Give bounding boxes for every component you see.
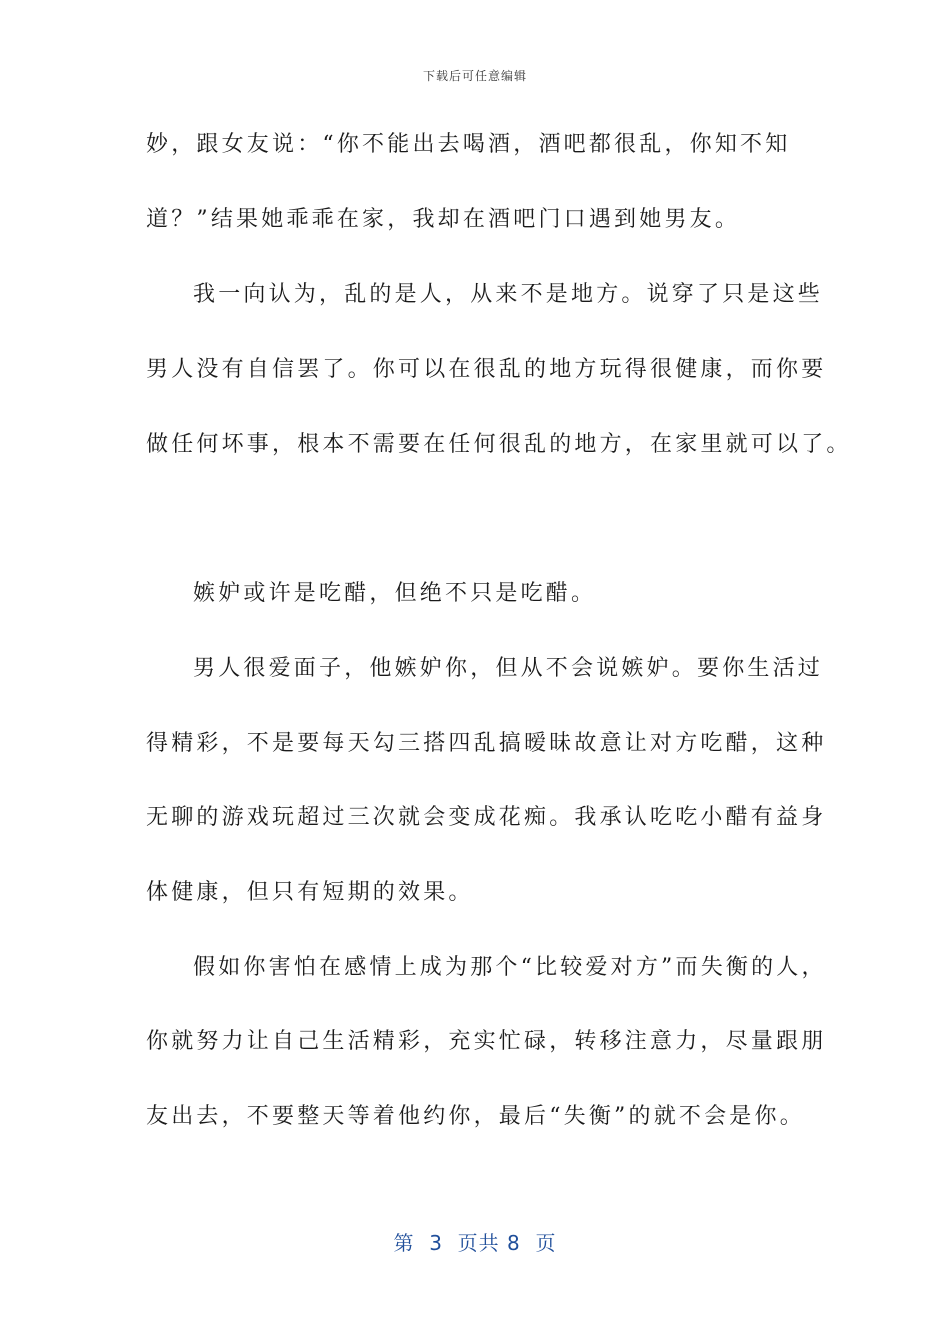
body-line-2: 道？”结果她乖乖在家，我却在酒吧门口遇到她男友。 [146, 207, 741, 232]
page-number-footer: 第 3 页共 8 页 [393, 1231, 557, 1255]
body-line-11: 假如你害怕在感情上成为那个“比较爱对方”而失衡的人， [193, 955, 827, 980]
body-line-9: 无聊的游戏玩超过三次就会变成花痴。我承认吃吃小醋有益身 [146, 805, 827, 830]
body-line-5: 做任何坏事，根本不需要在任何很乱的地方，在家里就可以了。 [146, 432, 852, 457]
body-line-6: 嫉妒或许是吃醋，但绝不只是吃醋。 [193, 581, 597, 606]
body-line-1: 妙，跟女友说：“你不能出去喝酒，酒吧都很乱，你知不知 [146, 132, 791, 157]
page-header: 下载后可任意编辑 [422, 69, 527, 83]
body-line-4: 男人没有自信罢了。你可以在很乱的地方玩得很健康，而你要 [146, 357, 827, 382]
body-line-10: 体健康，但只有短期的效果。 [146, 880, 474, 905]
body-line-8: 得精彩，不是要每天勾三搭四乱搞暧昧故意让对方吃醋，这种 [146, 731, 827, 756]
body-line-7: 男人很爱面子，他嫉妒你，但从不会说嫉妒。要你生活过 [193, 656, 824, 681]
body-line-12: 你就努力让自己生活精彩，充实忙碌，转移注意力，尽量跟朋 [146, 1029, 827, 1054]
body-line-13: 友出去，不要整天等着他约你，最后“失衡”的就不会是你。 [146, 1104, 805, 1129]
body-line-3: 我一向认为，乱的是人，从来不是地方。说穿了只是这些 [193, 282, 824, 307]
